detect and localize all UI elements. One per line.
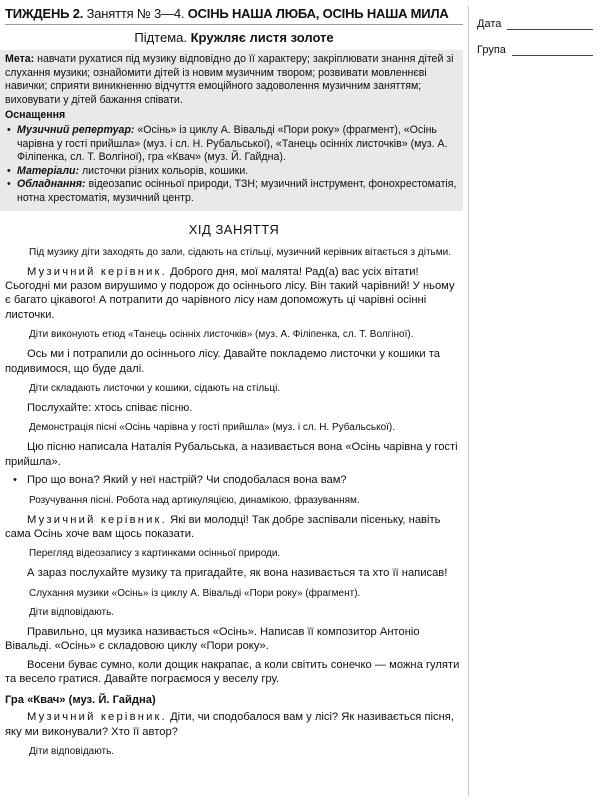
week-label: ТИЖДЕНЬ 2. xyxy=(5,6,84,21)
equipment-label: Оснащення xyxy=(5,109,66,122)
speech-text: Правильно, ця музика називається «Осінь». Написав її композитор Антоніо Вівальді. «Осінь» є складовою циклу «Пори року». xyxy=(5,625,420,653)
direction: Розучування пісні. Робота над артикуляцією, динамікою, фразуванням. xyxy=(29,494,360,506)
goal xyxy=(5,53,458,107)
equipment-item-label: Обладнання: xyxy=(17,178,86,191)
equipment-item-label: Музичний репертуар: xyxy=(17,123,135,136)
speech-text: Ось ми і потрапили до осіннього лісу. Давайте покладемо листочки у кошики та подивимося, що буде далі. xyxy=(5,348,441,375)
equipment-item xyxy=(17,178,458,205)
equipment-item-text: листочки різних кольорів, кошики. xyxy=(82,164,249,177)
equipment-item-text: «Осінь» із циклу А. Вівальді «Пори року» (фрагмент), «Осінь чарівна у гості прийшла» (муз. і сл. Н. Рубальської), «Танець осінніх листочків» (муз. А. Філіпенка, сл. Т. Волгіної), гра «Квач» (муз. Й. Гайдна). xyxy=(17,123,448,164)
speech-text: Діти, чи сподобалося вам у лісі? Як називається пісня, яку ми виконували? Хто її автор? xyxy=(5,711,454,738)
goal-label: Мета: xyxy=(5,53,35,65)
section-title: ХІД ЗАНЯТТЯ xyxy=(188,221,280,237)
page-main xyxy=(5,6,463,764)
speech xyxy=(5,710,463,739)
group-label: Група xyxy=(477,44,506,56)
speech xyxy=(5,513,463,542)
speech xyxy=(5,265,463,323)
speech-text: Які ви молодці! Так добре заспівали пісеньку, навіть сама Осінь хоче вам щось показати. xyxy=(5,513,441,540)
lesson-info-box xyxy=(0,50,463,211)
speech-text: Доброго дня, мої малята! Рад(а) вас усіх вітати! Сьогодні ми разом вирушимо у подорож до осіннього лісу. Він такий чарівний! У ньому є багато цікавого! А потрапити до чарівного лісу нам допоможуть ці чарівні осінні листочки. xyxy=(5,265,455,321)
direction: Діти відповідають. xyxy=(29,746,115,758)
question-text: • Про що вона? Який у неї настрій? Чи сподобалася вона вам? xyxy=(5,473,463,487)
date-label: Дата xyxy=(477,18,502,30)
date-field xyxy=(477,18,597,30)
side-panel xyxy=(468,6,597,796)
topic-title: ОСІНЬ НАША ЛЮБА, ОСІНЬ НАША МИЛА xyxy=(187,6,449,21)
speaker: Музичний керівник. xyxy=(27,513,167,526)
equipment-item xyxy=(17,165,458,179)
subtopic xyxy=(5,30,463,45)
speech-text: А зараз послухайте музику та пригадайте, як вона називається та хто її написав! xyxy=(27,567,448,580)
speech-text: Восени буває сумно, коли дощик накрапає, а коли світить сонечко — можна гуляти та весело гратися. Давайте пограємося у веселу гру. xyxy=(5,658,460,686)
group-line xyxy=(512,45,593,56)
goal-text: навчати рухатися під музику відповідно до її характеру; закріплювати знання дітей зі слухання музики; ознайомити дітей із новим музичним твором; розвивати мовленнєві навички; сприяти виникненню відчуття емоційного задоволення музичним заняттям; виховувати у дітей бажання співати. xyxy=(5,53,454,106)
direction: Слухання музики «Осінь» із циклу А. Вівальді «Пори року» (фрагмент). xyxy=(29,587,361,599)
direction: Демонстрація пісні «Осінь чарівна у гості прийшла» (муз. і сл. Н. Рубальської). xyxy=(29,422,396,434)
equipment-item-text: відеозапис осінньої природи, ТЗН; музичний інструмент, фонохрестоматія, нотна хрестоматія, музичний центр. xyxy=(17,178,457,204)
date-line xyxy=(507,19,593,30)
direction: Діти складають листочки у кошики, сідають на стільці. xyxy=(29,382,281,394)
speech-text: Цю пісню написала Наталія Рубальська, а називається вона «Осінь чарівна у гості прийшла». xyxy=(5,441,458,468)
equipment-list xyxy=(5,124,458,206)
equipment-item xyxy=(17,124,458,165)
subtopic-title: Кружляє листя золоте xyxy=(190,30,334,45)
page-header xyxy=(5,6,463,25)
direction: Під музику діти заходять до зали, сідають на стільці, музичний керівник вітається з дітьми. xyxy=(29,246,451,258)
group-field xyxy=(477,44,597,56)
lesson-label: Заняття № 3—4. xyxy=(86,6,185,21)
speaker: Музичний керівник. xyxy=(27,265,167,278)
direction: Перегляд відеозапису з картинками осінньої природи. xyxy=(29,548,281,560)
direction: Діти виконують етюд «Танець осінніх листочків» (муз. А. Філіпенка, сл. Т. Волгіної). xyxy=(29,329,414,341)
subtopic-label: Підтема. xyxy=(134,30,187,45)
speech-text: Послухайте: хтось співає пісню. xyxy=(27,401,193,414)
direction: Діти відповідають. xyxy=(29,606,115,618)
game-title: Гра «Квач» (муз. Й. Гайдна) xyxy=(5,694,156,707)
speaker: Музичний керівник. xyxy=(27,711,167,724)
equipment-item-label: Матеріали: xyxy=(17,164,80,177)
